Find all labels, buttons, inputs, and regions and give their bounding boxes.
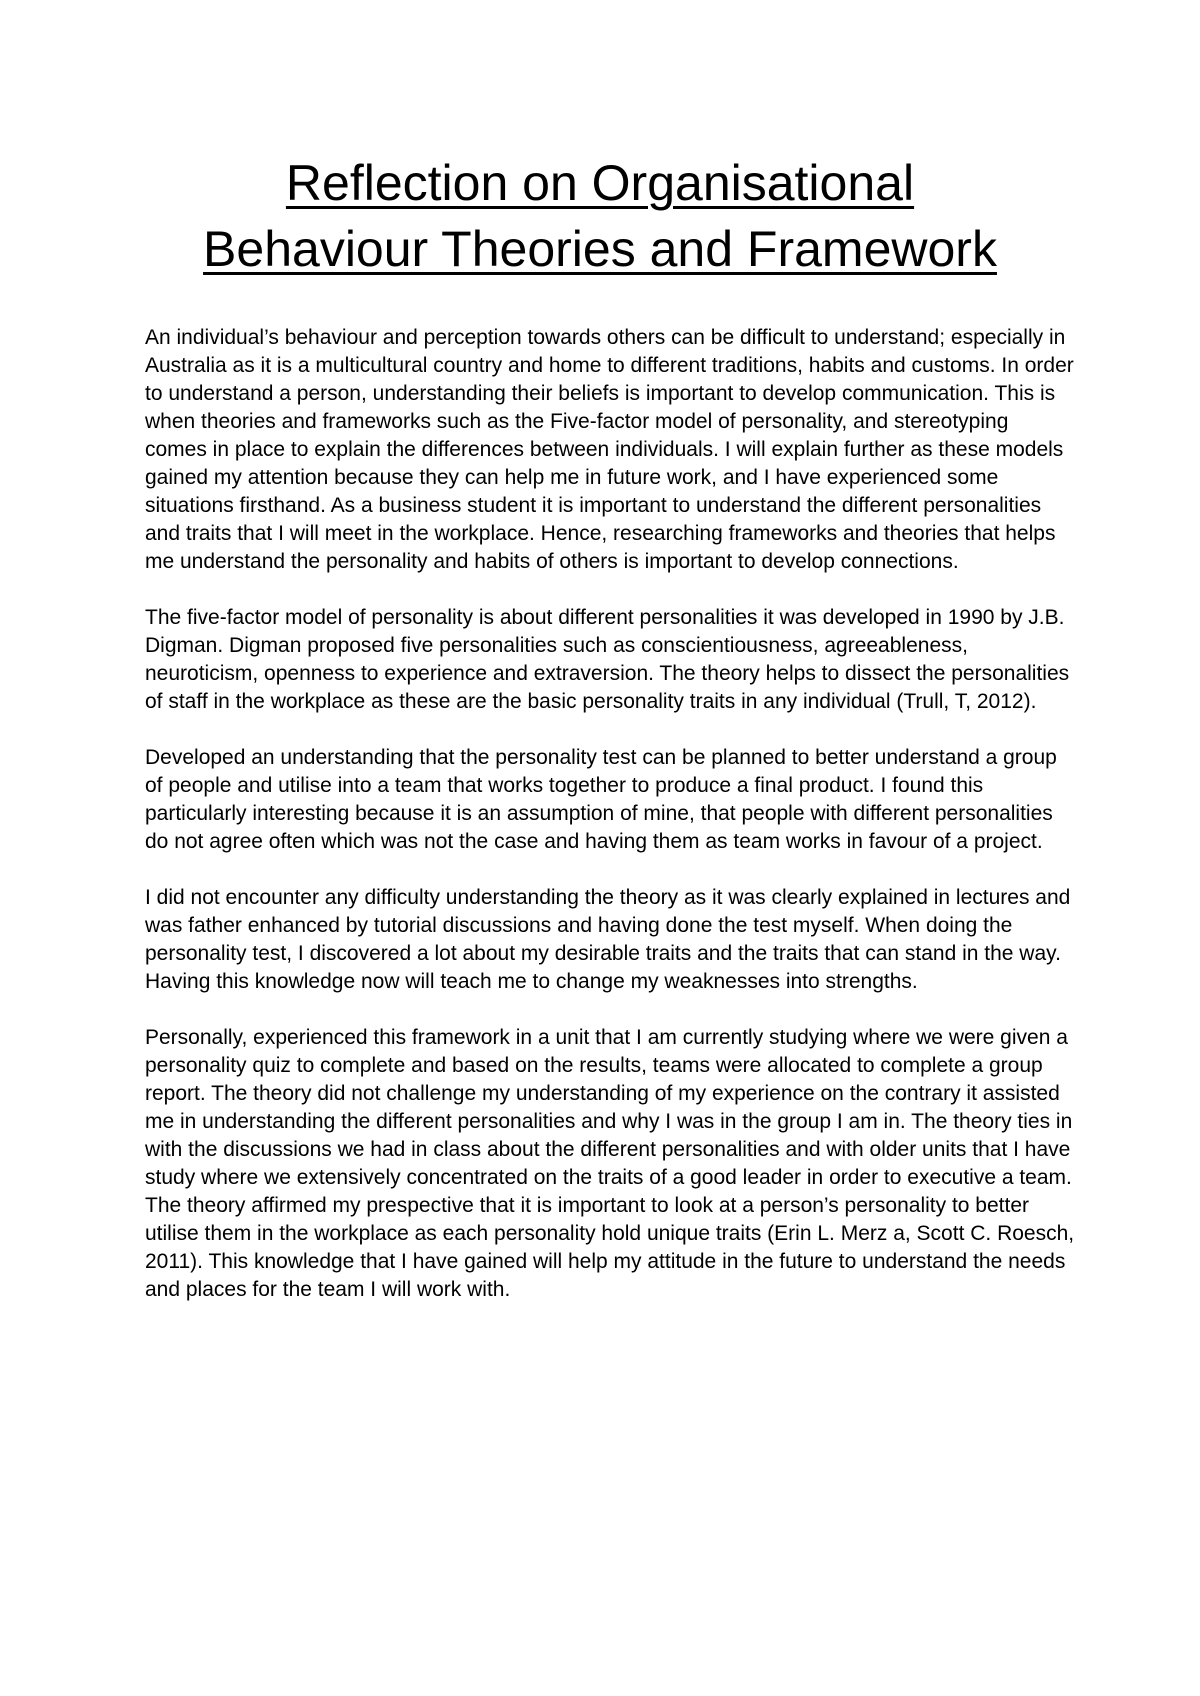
document-body	[145, 324, 1075, 1304]
title-line-1: Reflection on Organisational	[285, 155, 915, 211]
paragraph-introduction: An individual’s behaviour and perception towards others can be difficult to understand; especially in Australia as it is a multicultural country and home to different traditions, habits and customs. In order to understand a person, understanding their beliefs is important to develop communication. This is when theories and frameworks such as the Five-factor model of personality, and stereotyping comes in place to explain the differences between individuals. I will explain further as these models gained my attention because they can help me in future work, and I have experienced some situations firsthand. As a business student it is important to understand the different personalities and traits that I will meet in the workplace. Hence, researching frameworks and theories that helps me understand the personality and habits of others is important to develop connections.	[145, 326, 1074, 573]
paragraph-personal-experience: Personally, experienced this framework in a unit that I am currently studying where we were given a personality quiz to complete and based on the results, teams were allocated to complete a group report. The theory did not challenge my understanding of my experience on the contrary it assisted me in understanding the different personalities and why I was in the group I am in. The theory ties in with the discussions we had in class about the different personalities and with older units that I have study where we extensively concentrated on the traits of a good leader in order to executive a team. The theory affirmed my prespective that it is important to look at a person’s personality to better utilise them in the workplace as each personality hold unique traits (Erin L. Merz a, Scott C. Roesch, 2011). This knowledge that I have gained will help my attitude in the future to understand the needs and places for the team I will work with.	[145, 1026, 1075, 1301]
paragraph-understanding: Developed an understanding that the personality test can be planned to better understand a group of people and utilise into a team that works together to produce a final product. I found this particularly interesting because it is an assumption of mine, that people with different personalities do not agree often which was not the case and having them as team works in favour of a project.	[145, 746, 1057, 853]
document-title	[100, 150, 1100, 282]
paragraph-difficulty: I did not encounter any difficulty understanding the theory as it was clearly explained in lectures and was father enhanced by tutorial discussions and having done the test myself. When doing the personality test, I discovered a lot about my desirable traits and the traits that can stand in the way. Having this knowledge now will teach me to change my weaknesses into strengths.	[145, 886, 1071, 993]
paragraph-five-factor-model: The five-factor model of personality is about different personalities it was developed in 1990 by J.B. Digman. Digman proposed five personalities such as conscientiousness, agreeableness, neuroticism, openness to experience and extraversion. The theory helps to dissect the personalities of staff in the workplace as these are the basic personality traits in any individual (Trull, T, 2012).	[145, 606, 1070, 713]
title-line-2: Behaviour Theories and Framework	[203, 221, 997, 277]
